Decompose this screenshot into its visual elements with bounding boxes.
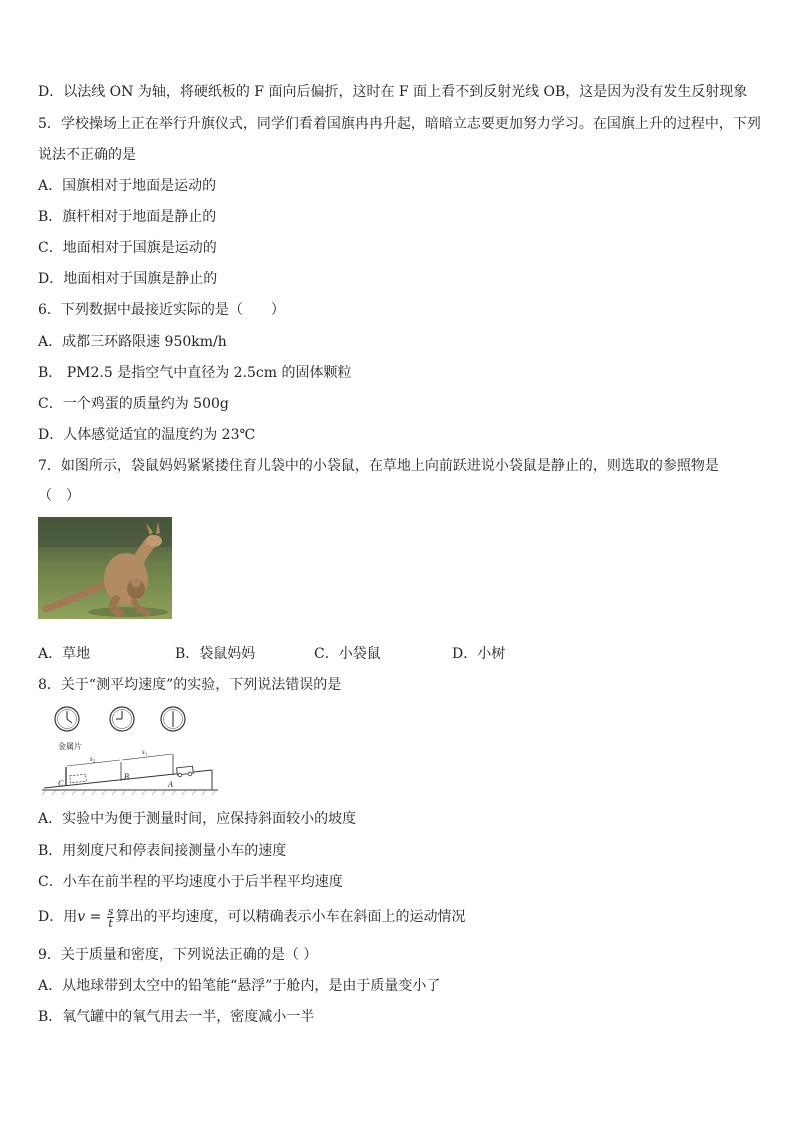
s2-label: s₂ bbox=[90, 755, 96, 763]
q7-stem-line2: （ ） bbox=[38, 488, 80, 504]
q5-option-b: B．旗杆相对于地面是静止的 bbox=[38, 209, 217, 225]
q6-option-c: C．一个鸡蛋的质量约为 500g bbox=[38, 396, 229, 412]
equals-sign: = bbox=[85, 909, 106, 925]
q8-option-a: A．实验中为便于测量时间，应保持斜面较小的坡度 bbox=[38, 811, 357, 827]
q5-stem-line2: 说法不正确的是 bbox=[38, 147, 136, 163]
incline-diagram bbox=[38, 702, 220, 798]
point-b-label: B bbox=[124, 772, 129, 781]
fraction-denominator: t bbox=[108, 916, 113, 930]
q6-option-a: A．成都三环路限速 950km/h bbox=[38, 334, 227, 350]
speed-formula-fraction bbox=[107, 906, 115, 929]
q7-option-d: D．小树 bbox=[452, 646, 506, 662]
q8-option-c: C．小车在前半程的平均速度小于后半程平均速度 bbox=[38, 874, 343, 890]
q7-stem-line1: 7．如图所示，袋鼠妈妈紧紧搂住育儿袋中的小袋鼠，在草地上向前跃进说小袋鼠是静止的，则选取的参照物是 bbox=[38, 458, 719, 474]
metal-sheet-label: 金属片 bbox=[58, 742, 82, 751]
q5-option-c: C．地面相对于国旗是运动的 bbox=[38, 240, 217, 256]
q7-option-a: A．草地 bbox=[38, 646, 91, 662]
q9-option-b: B．氧气罐中的氧气用去一半，密度减小一半 bbox=[38, 1009, 315, 1025]
point-a-label: A bbox=[168, 780, 173, 789]
q5-stem-line1: 5．学校操场上正在举行升旗仪式，同学们看着国旗冉冉升起，暗暗立志要更加努力学习。在国旗上升的过程中，下列 bbox=[38, 116, 761, 132]
q9-option-a: A．从地球带到太空中的铅笔能“悬浮”于舱内，是由于质量变小了 bbox=[38, 978, 441, 994]
q6-option-b: B． PM2.5 是指空气中直径为 2.5cm 的固体颗粒 bbox=[38, 365, 352, 381]
q8-option-d-prefix: D．用 bbox=[38, 909, 78, 925]
incline-experiment-figure bbox=[38, 702, 220, 798]
s1-label: s₁ bbox=[142, 748, 148, 756]
kangaroo-illustration bbox=[38, 517, 172, 619]
q4-option-d: D．以法线 ON 为轴，将硬纸板的 F 面向后偏折，这时在 F 面上看不到反射光线 OB，这是因为没有发生反射现象 bbox=[38, 84, 748, 100]
q8-option-d bbox=[38, 904, 465, 930]
point-c-label: C bbox=[58, 779, 64, 788]
fraction-numerator: s bbox=[107, 904, 114, 918]
q6-option-d: D．人体感觉适宜的温度约为 23℃ bbox=[38, 427, 256, 443]
q7-option-c: C．小袋鼠 bbox=[314, 646, 381, 662]
q8-option-d-suffix: 算出的平均速度，可以精确表示小车在斜面上的运动情况 bbox=[115, 909, 466, 925]
q8-stem: 8．关于“测平均速度”的实验，下列说法错误的是 bbox=[38, 677, 342, 693]
kangaroo-photo bbox=[38, 517, 172, 619]
q6-stem: 6．下列数据中最接近实际的是（ ） bbox=[38, 302, 285, 318]
q5-option-a: A．国旗相对于地面是运动的 bbox=[38, 178, 217, 194]
q8-option-b: B．用刻度尺和停表间接测量小车的速度 bbox=[38, 843, 287, 859]
q5-option-d: D．地面相对于国旗是静止的 bbox=[38, 271, 218, 287]
q9-stem: 9．关于质量和密度，下列说法正确的是（ ） bbox=[38, 947, 318, 963]
velocity-symbol: v bbox=[77, 909, 86, 925]
q7-option-b: B．袋鼠妈妈 bbox=[175, 646, 256, 662]
